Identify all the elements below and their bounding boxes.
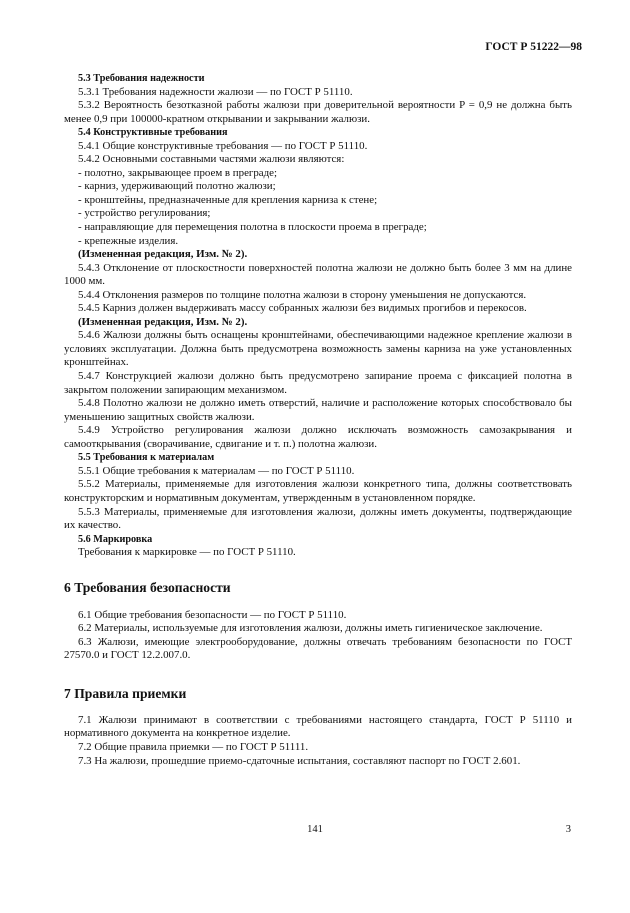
paragraph: 5.4.9 Устройство регулирования жалюзи должно исключать возможность самозакрывания и самооткрывания (сворачивание, сдвигание и т. п.) полотна жалюзи. xyxy=(64,424,572,450)
paragraph: 5.4.3 Отклонение от плоскостности поверхностей полотна жалюзи не должно быть более 3 мм на длине 1000 мм. xyxy=(64,261,572,288)
section-heading: 6 Требования безопасности xyxy=(64,579,231,595)
paragraph: 6.1 Общие требования безопасности — по ГОСТ Р 51110. xyxy=(78,608,347,621)
list-item: - полотно, закрывающее проем в преграде; xyxy=(78,166,278,179)
paragraph: 5.4.2 Основными составными частями жалюзи являются: xyxy=(78,153,345,166)
paragraph: 5.5.3 Материалы, применяемые для изготовления жалюзи, должны иметь документы, подтверждающие их качество. xyxy=(64,505,572,532)
paragraph: 5.4.7 Конструкцией жалюзи должно быть предусмотрено запирание проема с фиксацией полотна в закрытом положении запирающим механизмом. xyxy=(64,370,572,396)
paragraph: 5.4.5 Карниз должен выдерживать массу собранных жалюзи без видимых прогибов и перекосов. xyxy=(78,302,527,315)
subsection-heading: 5.6 Маркировка xyxy=(78,533,153,545)
paragraph: 5.4.1 Общие конструктивные требования — по ГОСТ Р 51110. xyxy=(78,139,368,152)
list-item: - кронштейны, предназначенные для крепления карниза к стене; xyxy=(78,193,378,206)
paragraph: 5.4.8 Полотно жалюзи не должно иметь отверстий, наличие и расположение которых способствовало бы уменьшению защитных свойств жалюзи. xyxy=(64,397,572,423)
list-item: - карниз, удерживающий полотно жалюзи; xyxy=(78,180,276,193)
document-body xyxy=(64,72,572,768)
amendment-note: (Измененная редакция, Изм. № 2). xyxy=(78,248,248,261)
paragraph: Требования к маркировке — по ГОСТ Р 51110. xyxy=(78,546,296,559)
section-heading: 7 Правила приемки xyxy=(64,685,187,701)
list-item: - устройство регулирования; xyxy=(78,207,211,220)
subsection-heading: 5.5 Требования к материалам xyxy=(78,452,215,464)
paragraph: 7.3 На жалюзи, прошедшие приемо-сдаточные испытания, составляют паспорт по ГОСТ 2.601. xyxy=(78,754,521,767)
standard-header: ГОСТ Р 51222—98 xyxy=(485,41,582,53)
paragraph: 5.4.4 Отклонения размеров по толщине полотна жалюзи в сторону уменьшения не допускаются. xyxy=(78,288,527,301)
paragraph: 7.2 Общие правила приемки — по ГОСТ Р 51111. xyxy=(78,740,309,753)
paragraph: 5.3.1 Требования надежности жалюзи — по ГОСТ Р 51110. xyxy=(78,85,353,98)
paragraph: 5.5.2 Материалы, применяемые для изготовления жалюзи конкретного типа, должны соответствовать конструкторским и нормативным документам, утвержденным в установленном порядке. xyxy=(64,478,572,504)
subsection-heading: 5.3 Требования надежности xyxy=(78,73,205,84)
paragraph: 7.1 Жалюзи принимают в соответствии с требованиями настоящего стандарта, ГОСТ Р 51110 и нормативного документа на конкретное изделие. xyxy=(64,713,572,740)
paragraph: 5.3.2 Вероятность безотказной работы жалюзи при доверительной вероятности P = 0,9 не должна быть менее 0,9 при 100000-кратном открывании и закрывании жалюзи. xyxy=(64,99,572,125)
paragraph: 6.2 Материалы, используемые для изготовления жалюзи, должны иметь гигиеническое заключение. xyxy=(78,622,543,635)
list-item: - направляющие для перемещения полотна в плоскости проема в преграде; xyxy=(78,221,427,234)
amendment-note: (Измененная редакция, Изм. № 2). xyxy=(78,315,248,328)
page-number: 141 xyxy=(307,824,323,835)
sheet-number: 3 xyxy=(565,824,571,835)
paragraph: 5.4.6 Жалюзи должны быть оснащены кронштейнами, обеспечивающими надежное крепление жалюзи в условиях эксплуатации. Должна быть предусмотрена возможность замены карниза на уже установленных кронштейнах. xyxy=(64,329,572,369)
paragraph: 5.5.1 Общие требования к материалам — по ГОСТ Р 51110. xyxy=(78,464,355,477)
list-item: - крепежные изделия. xyxy=(78,234,179,247)
subsection-heading: 5.4 Конструктивные требования xyxy=(78,127,228,139)
paragraph: 6.3 Жалюзи, имеющие электрооборудование, должны отвечать требованиям безопасности по ГОСТ 27570.0 и ГОСТ 12.2.007.0. xyxy=(64,635,572,662)
